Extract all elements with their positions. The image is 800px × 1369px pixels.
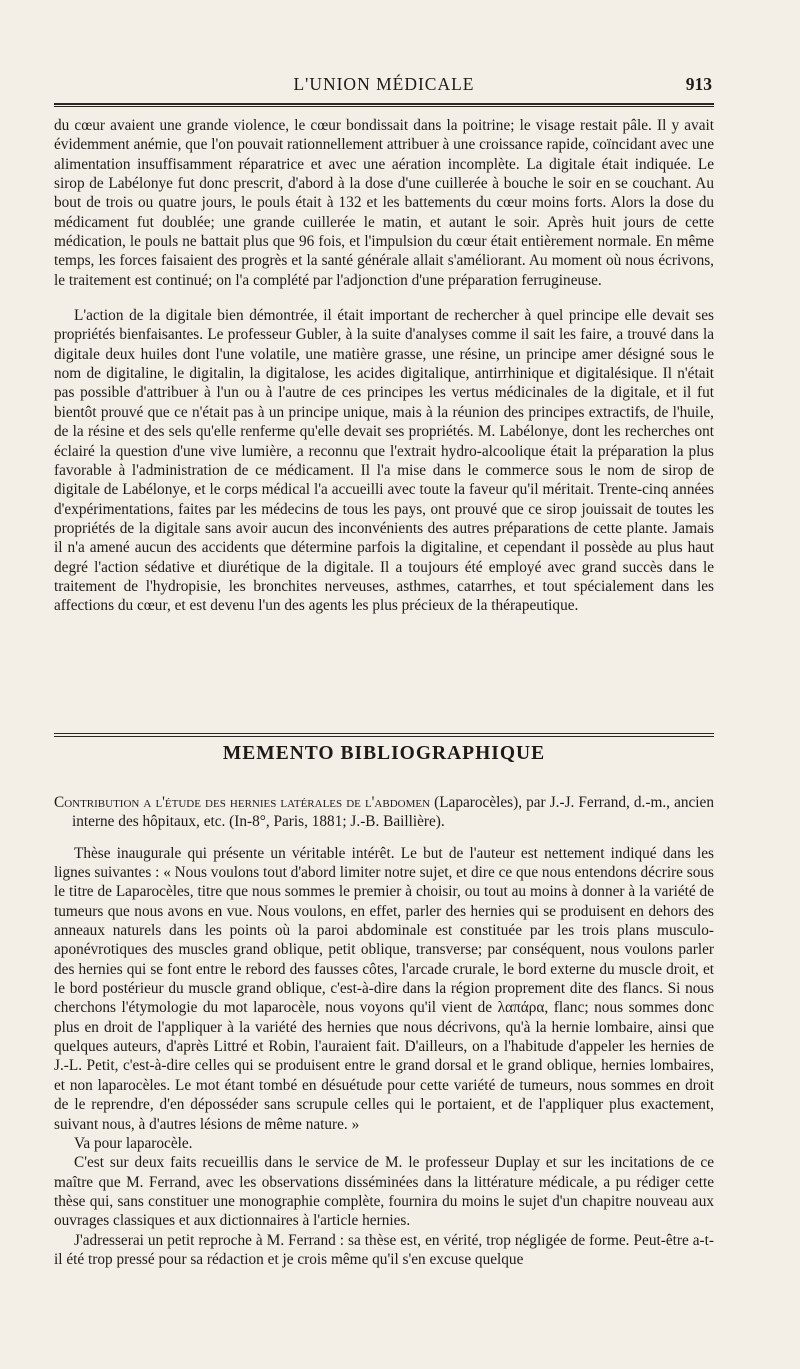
memento-body [54, 793, 714, 1269]
running-header [54, 72, 714, 100]
citation-title: Contribution a l'étude des hernies latérales de l'abdomen [54, 794, 431, 811]
header-rule [54, 103, 714, 107]
bibliographic-citation [54, 793, 714, 832]
section-title: MEMENTO BIBLIOGRAPHIQUE [222, 743, 546, 764]
review-paragraph: Thèse inaugurale qui présente un véritable intérêt. Le but de l'auteur est nettement indiqué dans les lignes suivantes : « Nous voulons tout d'abord limiter notre sujet, et dire ce que nous entendons décrire sous le titre de Laparocèles, titre que nous sommes le premier à choisir, ou tout au moins à donner à la variété de tumeurs que nous avons en vue. Nous voulons, en effet, parler des hernies qui se produisent en dehors des anneaux naturels dans les points où la paroi abdominale est constituée par les trois plans musculo-aponévrotiques des muscles grand oblique, petit oblique, transverse; par conséquent, nous voulons parler des hernies qui se font entre le rebord des fausses côtes, l'arcade crurale, le bord externe du muscle droit, et le bord postérieur du muscle grand oblique, c'est-à-dire dans la région proprement dite des flancs. Si nous cherchons l'étymologie du mot laparocèle, nous voyons qu'il vient de λαπάρα, flanc; nous sommes donc plus en droit de l'appliquer à la variété des hernies que nous décrivons, qu'à la hernie lombaire, ainsi que quelques auteurs, d'après Littré et Robin, l'auraient fait. D'ailleurs, on a l'habitude d'appeler les hernies de J.-L. Petit, c'est-à-dire celles qui se produisent entre le grand dorsal et le grand oblique, hernies lombaires, et non laparocèles. Le mot étant tombé en désuétude pour cette variété de tumeurs, nous sommes en droit de le reprendre, d'en déposséder sans scrupule celles qui le portaient, et de l'appliquer plus exactement, suivant nous, à d'autres lésions de même nature. » [54, 844, 714, 1133]
section-divider [54, 733, 714, 737]
citation-details: (Laparocèles), par J.-J. Ferrand, d.-m., ancien interne des hôpitaux, etc. (In-8°, Paris, 1881; J.-B. Baillière). [72, 794, 714, 831]
page-number: 913 [685, 74, 712, 94]
journal-page [54, 0, 714, 1369]
review-paragraph: J'adresserai un petit reproche à M. Ferrand : sa thèse est, en vérité, trop négligée de forme. Peut-être a-t-il été trop pressé pour sa rédaction et je crois même qu'il s'en excuse quelque [54, 1231, 714, 1268]
review-paragraph: C'est sur deux faits recueillis dans le service de M. le professeur Duplay et sur les incitations de ce maître que M. Ferrand, avec les observations disséminées dans la littérature médicale, a pu rédiger cette thèse qui, sans constituer une monographie complète, fournira du moins le sujet d'un chapitre nouveau aux ouvrages classiques et aux dictionnaires à l'article hernies. [54, 1154, 714, 1230]
journal-title: L'UNION MÉDICALE [293, 74, 475, 94]
article-paragraph: du cœur avaient une grande violence, le cœur bondissait dans la poitrine; le visage restait pâle. Il y avait évidemment anémie, que l'on pouvait rationnellement attribuer à une croissance rapide, coïncidant avec une alimentation insuffisamment réparatrice et avec une aération incomplète. La digitale était indiquée. Le sirop de Labélonye fut donc prescrit, d'abord à la dose d'une cuillerée à bouche le soir en se couchant. Au bout de trois ou quatre jours, le pouls était à 132 et les battements du cœur moins forts. Alors la dose du médicament fut doublée; une grande cuillerée le matin, et autant le soir. Après huit jours de cette médication, le pouls ne battait plus que 96 fois, et l'impulsion du cœur était entièrement normale. En même temps, les forces faisaient des progrès et la santé générale allait s'améliorant. Au moment où nous écrivons, le traitement est continué; on l'a complété par l'adjonction d'une préparation ferrugineuse. [54, 117, 714, 289]
review-paragraph: Va pour laparocèle. [74, 1134, 193, 1152]
article-body [54, 116, 714, 616]
article-paragraph: L'action de la digitale bien démontrée, il était important de rechercher à quel principe elle devait ses propriétés bienfaisantes. Le professeur Gubler, à la suite d'analyses comme il sait les faire, a trouvé dans la digitale deux huiles dont l'une volatile, une matière grasse, une résine, un principe amer désigné sous le nom de digitaline, le digitalin, la digitalose, les acides digitalique, antirrhinique et digitalésique. Il n'était pas possible d'attribuer à l'un ou à l'autre de ces principes les vertus médicinales de la digitale, et il fut bientôt prouvé que ce n'était pas à un principe unique, mais à la réunion des principes extractifs, de l'huile, de la résine et des sels qu'elle renferme qu'elle devait ses propriétés. M. Labélonye, dont les recherches ont éclairé la question d'une vive lumière, a reconnu que l'extrait hydro-alcoolique était la préparation la plus favorable à l'administration de ce médicament. Il l'a mise dans le commerce sous le nom de sirop de digitale de Labélonye, et le corps médical l'a accueilli avec toute la faveur qu'il méritait. Trente-cinq années d'expérimentations, faites par les médecins de tous les pays, ont prouvé que ce sirop jouissait de toutes les propriétés de la digitale sans avoir aucun des inconvénients des autres préparations de cette plante. Jamais il n'a amené aucun des accidents que détermine parfois la digitaline, et cependant il possède au plus haut degré l'action sédative et diurétique de la digitale. Il a toujours été employé avec grand succès dans le traitement de l'hydropisie, les bronchites nerveuses, asthmes, catarrhes, et tout spécialement dans les affections du cœur, et est devenu l'un des agents les plus précieux de la thérapeutique. [54, 307, 714, 615]
